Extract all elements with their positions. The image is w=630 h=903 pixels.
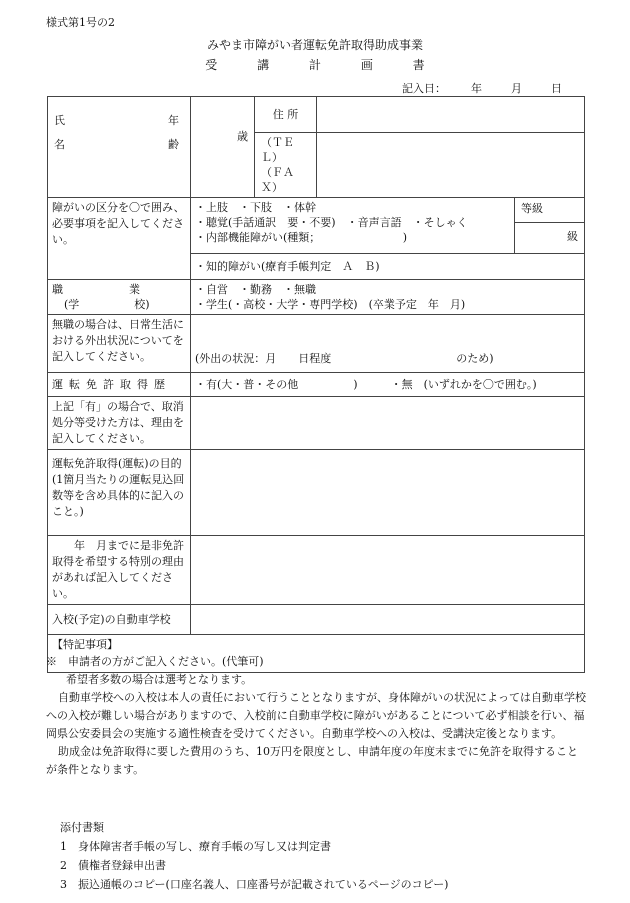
disability-options-cell[interactable]: [191, 198, 515, 254]
school-label: (学 校): [64, 298, 150, 311]
note-line-3: 自動車学校への入校は本人の責任において行うこととなりますが、身体障がいの状況によっては自動車学校への入校が難しい場合がありますので、入校前に自動車学校に障がいがあることについて必ず相談を行い、福岡県公安委員会の実施する適性検査を受けてください。自動車学校への入校は、受講決定後となります。: [46, 691, 586, 740]
attachments-heading: 添付書類: [60, 821, 104, 834]
date-label: 記入日：: [402, 82, 446, 95]
subtitle-char: 書: [412, 58, 425, 72]
disability-prompt: 障がいの区分を〇で囲み、必要事項を記入してください。: [52, 201, 185, 246]
form-id: 様式第1号の2: [46, 16, 115, 29]
deadline-value-cell[interactable]: [191, 536, 585, 605]
outing-status: (外出の状況：月 日程度: [195, 352, 332, 365]
application-form: [47, 96, 585, 673]
age-label-2: 齢: [168, 138, 179, 151]
unemployed-prompt: 無職の場合は、日常生活における外出状況についてを記入してください。: [52, 318, 184, 363]
job-options-1: ・自営 ・勤務 ・無職: [195, 283, 316, 296]
address-label-cell: [255, 97, 317, 198]
name-cell[interactable]: [48, 97, 191, 198]
outing-purpose: のため): [456, 352, 494, 365]
subtitle-char: 画: [360, 58, 373, 72]
subtitle-char: 計: [308, 58, 321, 72]
disability-line-3: ・内部機能障がい(種類； ): [195, 231, 408, 244]
form-subtitle: [0, 56, 630, 73]
fax-label: （ＦＡＸ）: [261, 166, 294, 194]
school-enroll-label-cell: 入校(予定)の自動車学校: [48, 605, 191, 635]
outing-status-cell[interactable]: [191, 315, 585, 373]
attachments: [60, 818, 448, 894]
note-line-1: ※ 申請者の方がご記入ください。(代筆可): [46, 655, 264, 668]
job-label: 職 業: [52, 283, 140, 296]
entry-date: [402, 80, 562, 96]
subtitle-char: 受: [205, 58, 218, 72]
license-history-label: 運転免許取得歴: [52, 378, 171, 391]
address-value-cell[interactable]: [317, 97, 585, 198]
form-title: みやま市障がい者運転免許取得助成事業: [206, 38, 423, 52]
grade-label: 等級: [515, 198, 584, 223]
disability-line-2: ・聴覚(手話通訳 要・不要) ・音声言語 ・そしゃく: [195, 216, 468, 229]
purpose-value-cell[interactable]: [191, 450, 585, 536]
school-enroll-value-cell[interactable]: [191, 605, 585, 635]
name-label-2: 名: [54, 138, 65, 151]
subtitle-char: 講: [257, 58, 270, 72]
disability-prompt-cell: [48, 198, 191, 280]
deadline-prompt-cell: [48, 536, 191, 605]
revocation-prompt-cell: [48, 397, 191, 450]
job-label-cell: [48, 280, 191, 315]
purpose-prompt: 運転免許取得(運転)の目的 (1箇月当たりの運転見込回数等を含め具体的に記入のこと。): [52, 457, 185, 518]
date-year[interactable]: 年: [471, 82, 482, 95]
grade-unit: 級: [567, 230, 578, 243]
attachment-item: 1 身体障害者手帳の写し、療育手帳の写し又は判定書: [60, 840, 331, 853]
attachment-item: 2 債権者登録申出書: [60, 859, 166, 872]
deadline-prompt: 年 月までに是非免許取得を希望する特別の理由があれば記入してください。: [52, 539, 184, 600]
special-notes-label: 【特記事項】: [52, 638, 118, 651]
disability-line-1: ・上肢 ・下肢 ・体幹: [195, 201, 316, 214]
unemployed-prompt-cell: [48, 315, 191, 373]
attachment-item: 3 振込通帳のコピー(口座名義人、口座番号が記載されているページのコピー): [60, 878, 449, 891]
job-options-2: ・学生(・高校・大学・専門学校) (卒業予定 年 月): [195, 298, 466, 311]
license-history-label-cell: [48, 373, 191, 397]
grade-cell[interactable]: [515, 198, 585, 254]
note-line-4: 助成金は免許取得に要した費用のうち、10万円を限度とし、申請年度の年度末までに免許を取得することが条件となります。: [46, 745, 578, 776]
age-unit: 歳: [237, 130, 248, 143]
address-label: 住 所: [255, 97, 316, 133]
date-day[interactable]: 日: [551, 82, 562, 95]
name-label-1: 氏: [54, 114, 65, 127]
age-label-1: 年: [168, 114, 179, 127]
tel-label: （ＴＥＬ）: [261, 136, 294, 164]
revocation-prompt: 上記「有」の場合で、取消処分等受けた方は、理由を記入してください。: [52, 400, 184, 445]
license-history-cell[interactable]: ・有(大・普・その他 ) ・無 (いずれかを〇で囲む。): [191, 373, 585, 397]
note-line-2: 希望者多数の場合は選考となります。: [66, 673, 253, 686]
age-value-cell[interactable]: [191, 97, 255, 198]
job-options-cell[interactable]: [191, 280, 585, 315]
revocation-value-cell[interactable]: [191, 397, 585, 450]
purpose-prompt-cell: [48, 450, 191, 536]
notes: [46, 653, 586, 779]
intellectual-cell[interactable]: ・知的障がい(療育手帳判定 Ａ Ｂ): [191, 254, 585, 280]
date-month[interactable]: 月: [511, 82, 522, 95]
